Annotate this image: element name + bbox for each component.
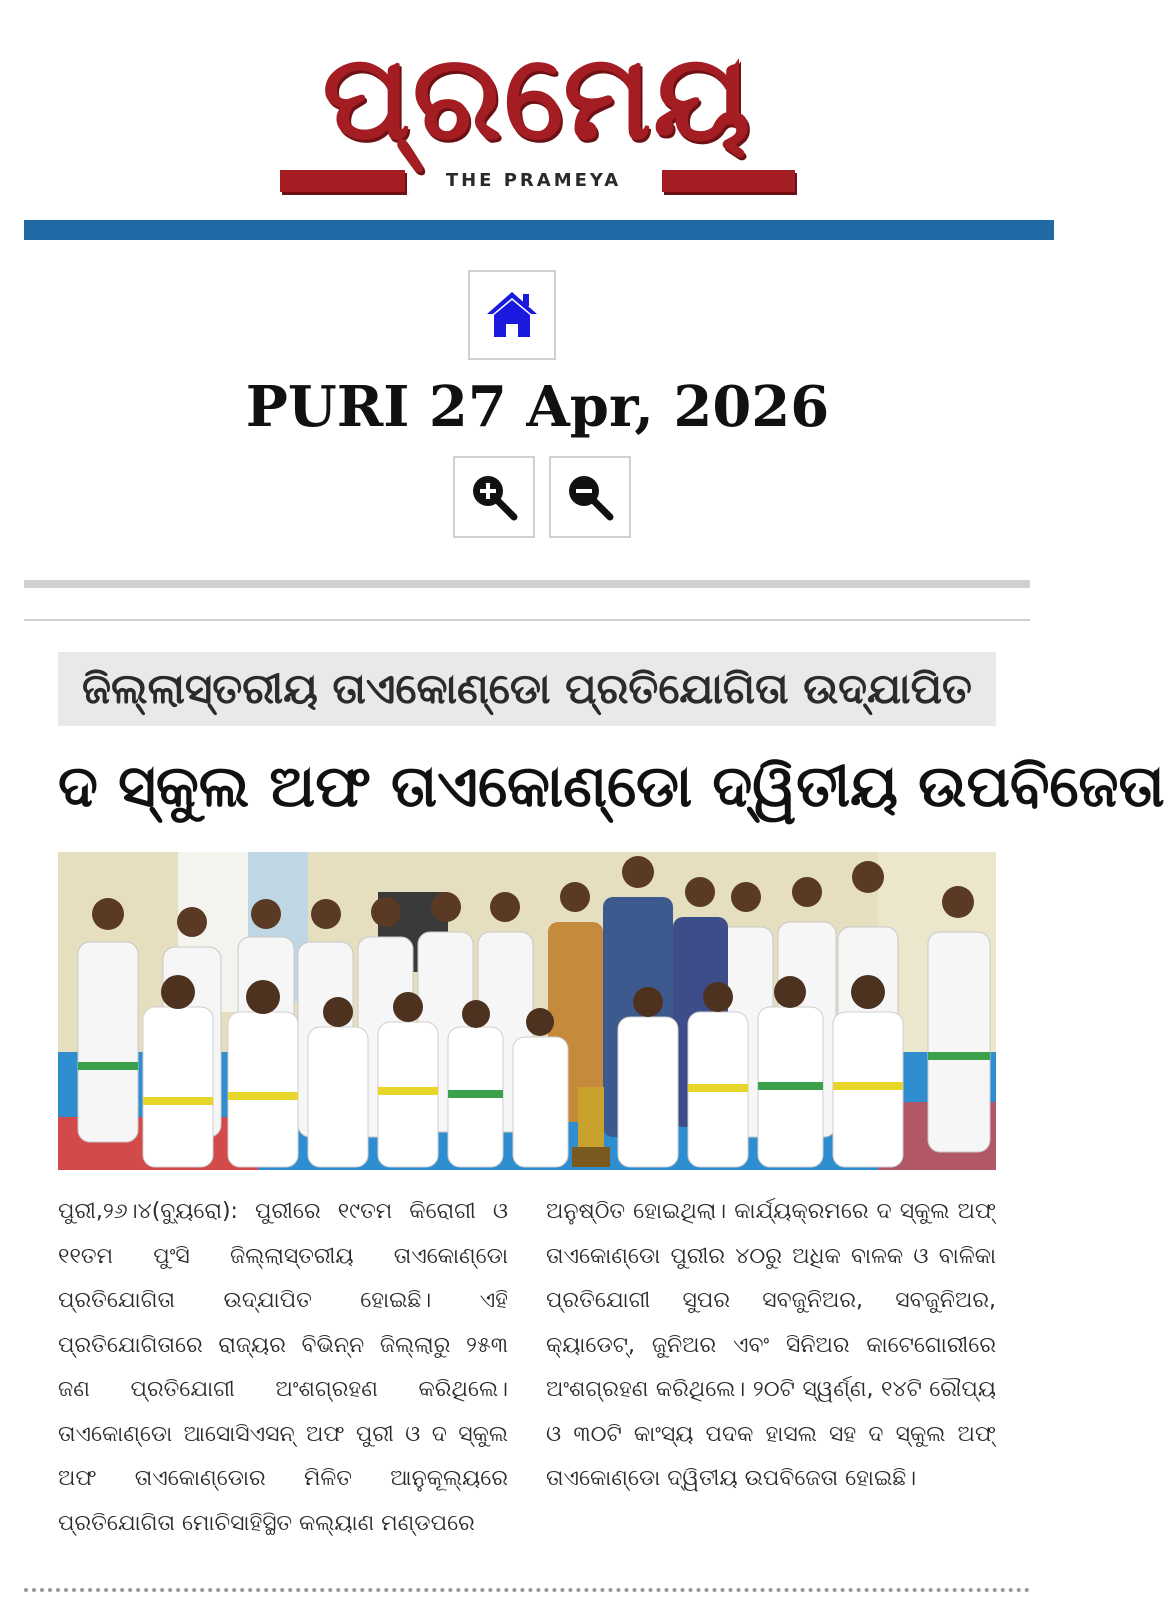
article-photo [58,852,996,1170]
footer-divider [24,1588,1030,1592]
masthead-logo [270,22,805,197]
zoom-out-icon [565,472,615,522]
logo-wordmark: ପ୍ରମେୟ [322,27,753,166]
zoom-out-button[interactable] [549,456,631,538]
group-photo-illustration [58,852,996,1170]
article-kicker: ଜିଲ୍ଲାସ୍ତରୀୟ ତାଏକୋଣ୍ଡୋ ପ୍ରତିଯୋଗିତା ଉଦ୍‌ଯାପିତ [58,652,996,726]
home-icon [485,290,539,340]
logo-bar-right [662,170,795,192]
article-body-column-1: ପୁରୀ,୨୬।୪(ବ୍ୟୁରୋ): ପୁରୀରେ ୧୯ତମ କିରୋଗୀ ଓ ୧୧ତମ ପୁଂସି ଜିଲ୍ଲାସ୍ତରୀୟ ତାଏକୋଣ୍ଡୋ ପ୍ରତିଯୋଗିତା ଉଦ୍‌ଯାପିତ ହୋଇଛି। ଏହି ପ୍ରତିଯୋଗିତାରେ ରାଜ୍ୟର ବିଭିନ୍ନ ଜିଲ୍ଲାରୁ ୨୫୩ ଜଣ ପ୍ରତିଯୋଗୀ ଅଂଶଗ୍ରହଣ କରିଥିଲେ। ତାଏକୋଣ୍ଡୋ ଆସୋସିଏସନ୍ ଅଫ ପୁରୀ ଓ ଦ ସ୍କୁଲ ଅଫ ତାଏକୋଣ୍ଡୋର ମିଳିତ ଆନୁକୂଲ୍ୟରେ ପ୍ରତିଯୋଗିତା ମୋଚିସାହିସ୍ଥିତ କଲ୍ୟାଣ ମଣ୍ଡପରେ [58,1199,508,1536]
logo-tagline: THE PRAMEYA [445,170,622,191]
article-headline: ଦ ସ୍କୁଲ ଅଫ ତାଏକୋଣ୍ଡୋ ଦ୍ୱିତୀୟ ଉପବିଜେତା [58,752,1165,820]
section-divider [24,580,1030,588]
article-body-column-2: ଅନୁଷ୍ଠିତ ହୋଇଥିଲା। କାର୍ଯ୍ୟକ୍ରମରେ ଦ ସ୍କୁଲ ଅଫ୍ ତାଏକୋଣ୍ଡୋ ପୁରୀର ୪୦ରୁ ଅଧିକ ବାଳକ ଓ ବାଳିକା ପ୍ରତିଯୋଗୀ ସୁପର ସବଜୁନିଅର, ସବଜୁନିଅର, କ୍ୟାଡେଟ୍, ଜୁନିଅର ଏବଂ ସିନିଅର କାଟେଗୋରୀରେ ଅଂଶଗ୍ରହଣ କରିଥିଲେ। ୨୦ଟି ସ୍ୱର୍ଣ୍ଣ, ୧୪ଟି ରୌପ୍ୟ ଓ ୩୦ଟି କାଂସ୍ୟ ପଦକ ହାସଲ ସହ ଦ ସ୍କୁଲ ଅଫ୍ ତାଏକୋଣ୍ଡୋ ଦ୍ୱିତୀୟ ଉପବିଜେତା ହୋଇଛି। [546,1199,996,1491]
home-button[interactable] [468,270,556,360]
zoom-in-icon [469,472,519,522]
section-divider-thin [24,619,1030,621]
edition-dateline: PURI 27 Apr, 2026 [245,374,830,440]
zoom-in-button[interactable] [453,456,535,538]
logo-bar-left [280,170,405,192]
header-divider [24,220,1054,240]
